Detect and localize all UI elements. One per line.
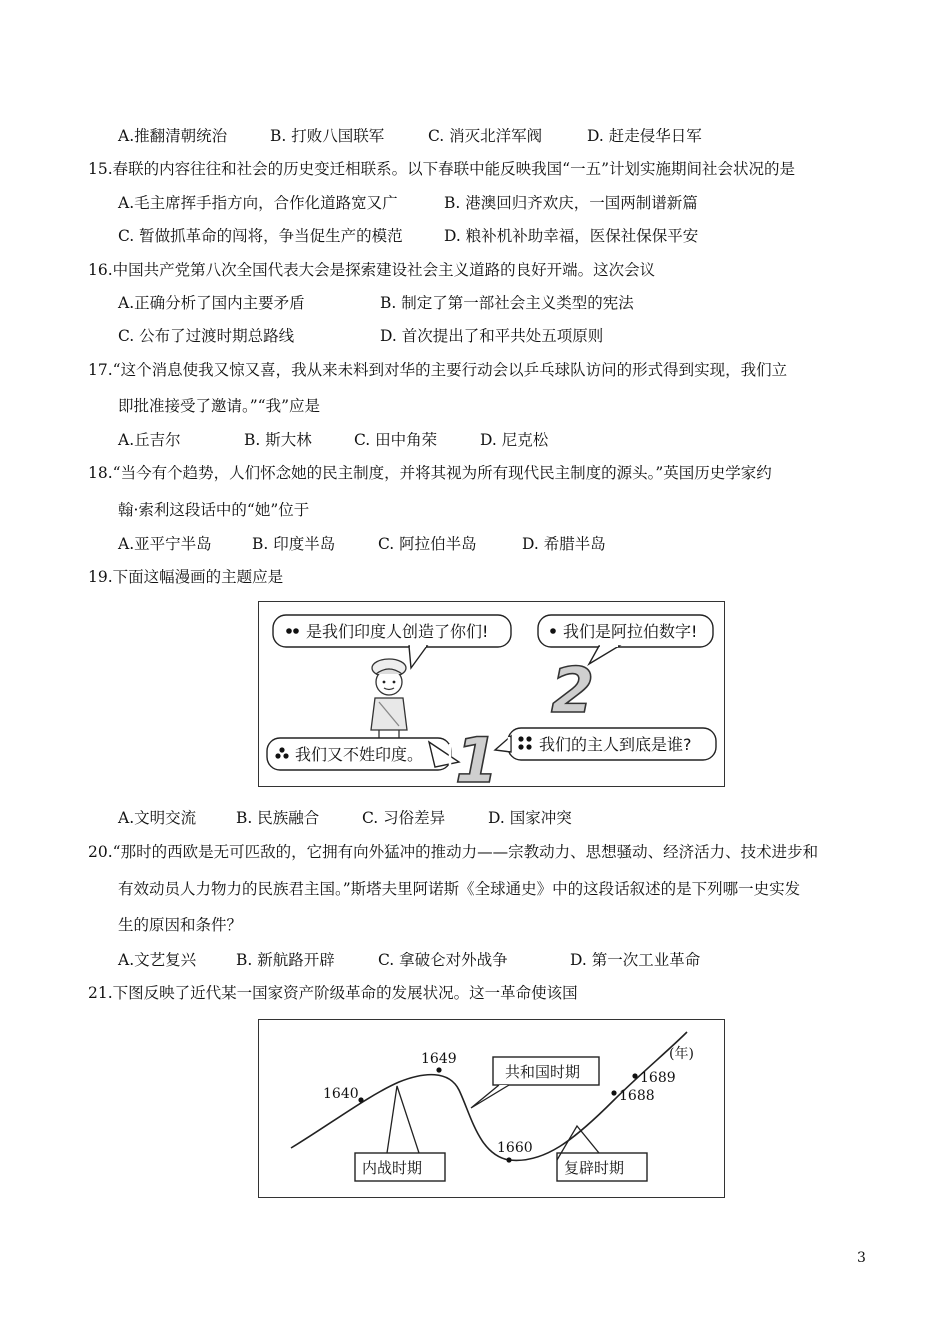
q15-option-d: D. 粮补机补助幸福，医保社保保平安 xyxy=(444,227,699,245)
year-dot-1640 xyxy=(358,1097,363,1102)
unit-label: (年) xyxy=(669,1046,694,1062)
q16-option-b: B. 制定了第一部社会主义类型的宪法 xyxy=(380,294,634,312)
q20-option-a: A.文艺复兴 xyxy=(118,951,197,969)
q18-stem-line2: 翰·索利这段话中的“她”位于 xyxy=(118,501,310,519)
q16-stem: 16.中国共产党第八次全国代表大会是探索建设社会主义道路的良好开端。这次会议 xyxy=(88,261,656,279)
q20-option-c: C. 拿破仑对外战争 xyxy=(378,951,508,969)
dot-icon xyxy=(526,744,531,749)
q19-stem: 19.下面这幅漫画的主题应是 xyxy=(88,568,284,586)
dot-icon xyxy=(275,753,280,758)
dot-icon xyxy=(550,628,556,634)
dot-icon xyxy=(518,736,523,741)
year-dot-1689 xyxy=(632,1073,637,1078)
dot-icon xyxy=(279,747,284,752)
year-label-1689: 1689 xyxy=(640,1070,676,1086)
q15-option-a: A.毛主席挥手指方向，合作化道路宽又广 xyxy=(118,194,398,212)
q15-option-b: B. 港澳回归齐欢庆，一国两制谱新篇 xyxy=(444,194,698,212)
q15-stem: 15.春联的内容往往和社会的历史变迁相联系。以下春联中能反映我国“一五”计划实施期间社会状况的是 xyxy=(88,160,796,178)
q17-stem-line2: 即批准接受了邀请。”“我”应是 xyxy=(118,397,321,415)
dot-icon xyxy=(286,628,292,634)
q18-option-a: A.亚平宁半岛 xyxy=(118,535,212,553)
q20-option-d: D. 第一次工业革命 xyxy=(570,951,701,969)
q19-option-c: C. 习俗差异 xyxy=(362,809,446,827)
bubble4-text: 我们的主人到底是谁? xyxy=(539,735,692,754)
year-label-1688: 1688 xyxy=(619,1088,655,1104)
civil-war-period-label: 内战时期 xyxy=(362,1159,423,1177)
year-label-1649: 1649 xyxy=(421,1051,457,1067)
year-dot-1688 xyxy=(611,1090,616,1095)
q15-option-c: C. 暂做抓革命的闯将，争当促生产的模范 xyxy=(118,227,403,245)
q14-option-b: B. 打败八国联军 xyxy=(270,127,385,145)
q16-option-c: C. 公布了过渡时期总路线 xyxy=(118,327,295,345)
q17-stem-line1: 17.“这个消息使我又惊又喜，我从来未料到对华的主要行动会以乒乓球队访问的形式得到实现，我们立 xyxy=(88,361,788,379)
dot-icon xyxy=(518,744,523,749)
q18-option-b: B. 印度半岛 xyxy=(252,535,336,553)
bubble1-text: 是我们印度人创造了你们! xyxy=(306,622,489,641)
q14-option-a: A.推翻清朝统治 xyxy=(118,127,228,145)
bubble3-text: 我们又不姓印度。 xyxy=(295,745,424,764)
cartoon-figure xyxy=(258,601,725,787)
q16-option-a: A.正确分析了国内主要矛盾 xyxy=(118,294,305,312)
q19-option-a: A.文明交流 xyxy=(118,809,197,827)
revolution-timeline-figure xyxy=(258,1019,725,1198)
bubble-who-is-master xyxy=(495,728,716,760)
q14-option-c: C. 消灭北洋军阀 xyxy=(428,127,543,145)
dot-icon xyxy=(293,628,299,634)
q20-stem-line1: 20.“那时的西欧是无可匹敌的，它拥有向外猛冲的推动力——宗教动力、思想骚动、经济活力、技术进步和 xyxy=(88,843,819,861)
q20-stem-line3: 生的原因和条件？ xyxy=(118,916,243,934)
q16-option-d: D. 首次提出了和平共处五项原则 xyxy=(380,327,604,345)
q14-option-d: D. 赶走侵华日军 xyxy=(587,127,702,145)
restoration-period-label: 复辟时期 xyxy=(564,1159,625,1177)
republic-period-label: 共和国时期 xyxy=(505,1063,581,1081)
q21-stem: 21.下图反映了近代某一国家资产阶级革命的发展状况。这一革命使该国 xyxy=(88,984,578,1002)
q17-option-a: A.丘吉尔 xyxy=(118,431,181,449)
cartoon-svg xyxy=(259,602,723,785)
dot-icon xyxy=(526,736,531,741)
bubble-not-indian xyxy=(267,738,459,770)
year-label-1660: 1660 xyxy=(497,1140,533,1156)
q19-option-d: D. 国家冲突 xyxy=(488,809,572,827)
digit-two: 2 xyxy=(551,654,595,727)
timeline-svg xyxy=(259,1020,723,1196)
bubble2-text: 我们是阿拉伯数字! xyxy=(563,622,698,641)
q20-option-b: B. 新航路开辟 xyxy=(236,951,335,969)
q18-stem-line1: 18.“当今有个趋势，人们怀念她的民主制度，并将其视为所有现代民主制度的源头。”英国历史学家约 xyxy=(88,464,772,482)
year-label-1640: 1640 xyxy=(323,1086,359,1102)
dot-icon xyxy=(283,753,288,758)
q18-option-d: D. 希腊半岛 xyxy=(522,535,606,553)
q20-stem-line2: 有效动员人力物力的民族君主国。”斯塔夫里阿诺斯《全球通史》中的这段话叙述的是下列哪一史实发 xyxy=(118,880,801,898)
year-dot-1649 xyxy=(436,1067,441,1072)
indian-person-figure xyxy=(371,659,407,746)
q19-option-b: B. 民族融合 xyxy=(236,809,320,827)
q17-option-b: B. 斯大林 xyxy=(244,431,312,449)
q17-option-c: C. 田中角荣 xyxy=(354,431,438,449)
q17-option-d: D. 尼克松 xyxy=(480,431,549,449)
page-number: 3 xyxy=(857,1250,866,1266)
digit-one: 1 xyxy=(455,724,499,785)
q18-option-c: C. 阿拉伯半岛 xyxy=(378,535,477,553)
year-dot-1660 xyxy=(506,1157,511,1162)
